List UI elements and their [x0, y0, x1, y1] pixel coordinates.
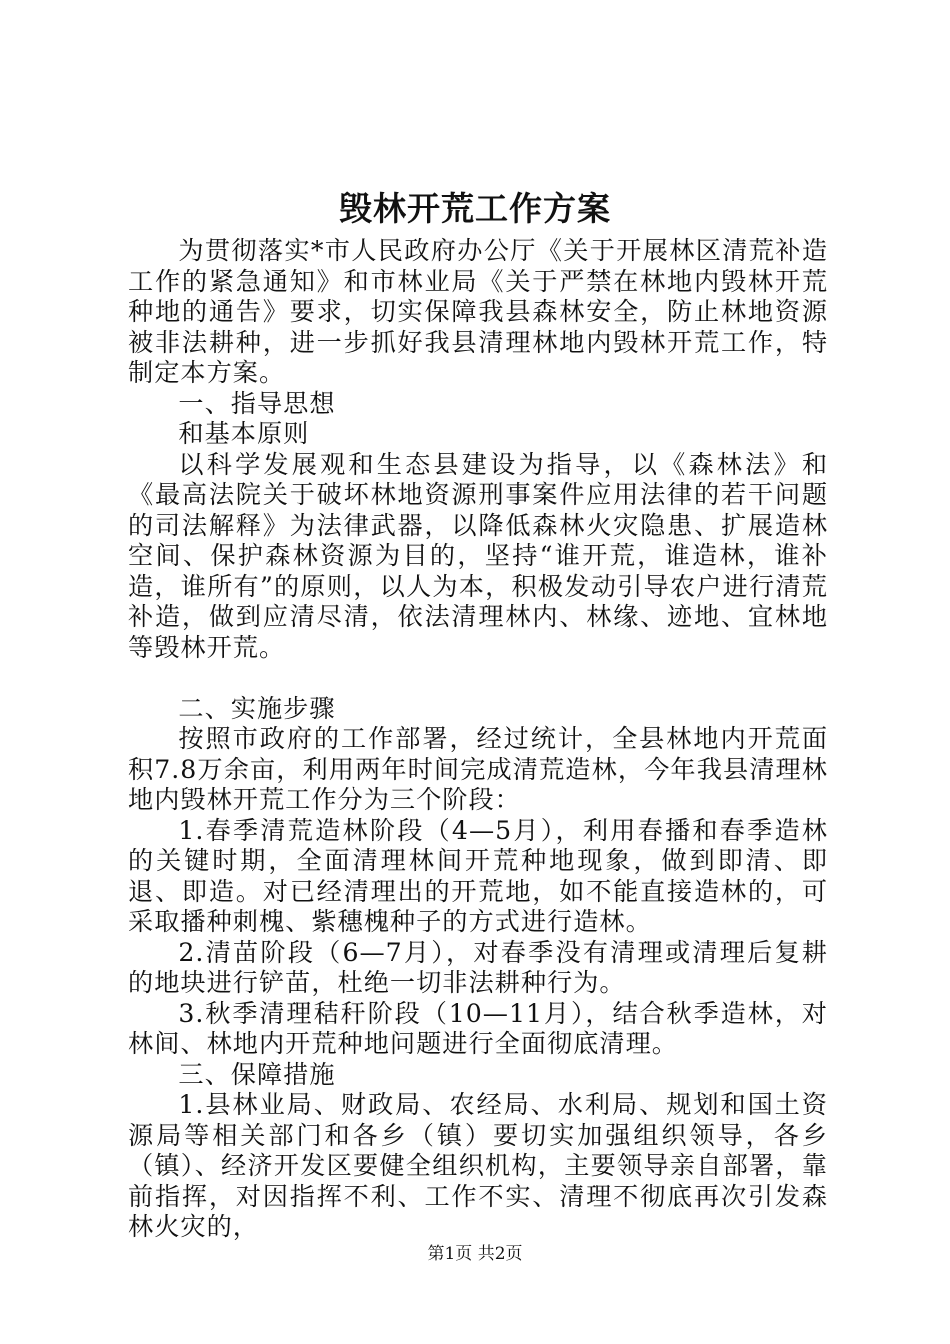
section-heading-safeguards: 三、保障措施 [178, 1059, 336, 1089]
section-heading-guiding-ideology: 一、指导思想 [178, 388, 336, 418]
paragraph-safeguard-1: 1.县林业局、财政局、农经局、水利局、规划和国土资源局等相关部门和各乡（镇）要切实加强组织领导，各乡（镇）、经济开发区要健全组织机构，主要领导亲自部署，靠前指挥，对因指挥不利、工作不实、清理不彻底再次引发森林火灾的， [128, 1090, 828, 1241]
document-title: 毁林开荒工作方案 [339, 189, 611, 228]
paragraph-step-1: 1.春季清荒造林阶段（4—5月），利用春播和春季造林的关键时期，全面清理林间开荒种地现象，做到即清、即退、即造。对已经清理出的开荒地，如不能直接造林的，可采取播种刺槐、紫穗槐种子的方式进行造林。 [128, 815, 828, 936]
paragraph-step-2: 2.清苗阶段（6—7月），对春季没有清理或清理后复耕的地块进行铲苗，杜绝一切非法耕种行为。 [128, 937, 828, 997]
section-heading-basic-principles: 和基本原则 [178, 419, 310, 448]
paragraph-intro: 为贯彻落实*市人民政府办公厅《关于开展林区清荒补造工作的紧急通知》和市林业局《关于严禁在林地内毁林开荒种地的通告》要求，切实保障我县森林安全，防止林地资源被非法耕种，进一步抓好我县清理林地内毁林开荒工作，特制定本方案。 [128, 236, 828, 387]
paragraph-guiding: 以科学发展观和生态县建设为指导，以《森林法》和《最高法院关于破坏林地资源刑事案件应用法律的若干问题的司法解释》为法律武器，以降低森林火灾隐患、扩展造林空间、保护森林资源为目的，坚持“谁开荒，谁造林，谁补造，谁所有”的原则，以人为本，积极发动引导农户进行清荒补造，做到应清尽清，依法清理林内、林缘、迹地、宜林地等毁林开荒。 [128, 449, 828, 662]
paragraph-deployment: 按照市政府的工作部署，经过统计，全县林地内开荒面积7.8万余亩，利用两年时间完成清荒造林，今年我县清理林地内毁林开荒工作分为三个阶段： [128, 724, 828, 814]
page-footer: 第1页 共2页 [427, 1244, 523, 1264]
paragraph-step-3: 3.秋季清理秸秆阶段（10—11月），结合秋季造林，对林间、林地内开荒种地问题进行全面彻底清理。 [128, 998, 828, 1058]
document-body [128, 236, 828, 1243]
section-heading-implementation-steps: 二、实施步骤 [178, 693, 336, 723]
